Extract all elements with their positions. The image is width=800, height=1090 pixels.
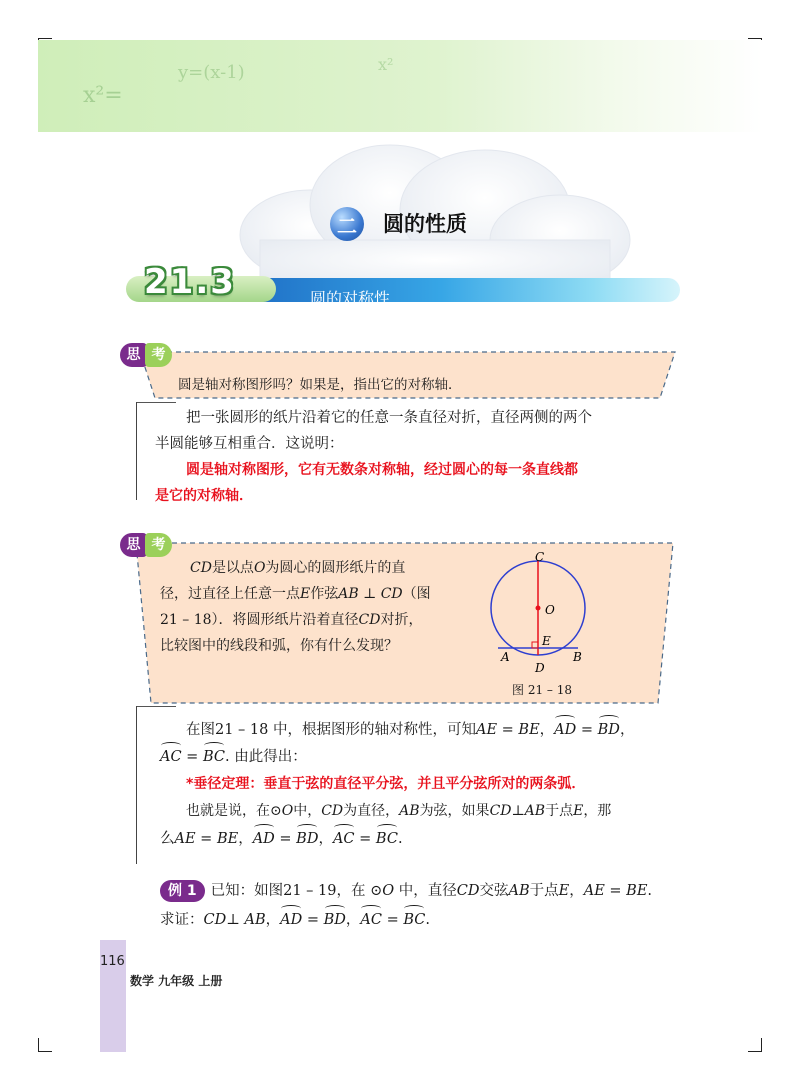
perp: ⊥ [226, 912, 245, 928]
text: . [397, 831, 403, 847]
equals: = [181, 749, 203, 765]
var-e: E [300, 586, 311, 602]
text: 径，过直径上任意一点 [160, 586, 300, 602]
label-e: E [542, 634, 551, 648]
equals: = [604, 883, 627, 899]
text: 于点 [545, 803, 574, 819]
perp: ⊥ [511, 803, 525, 819]
seg-be: BE [626, 883, 648, 899]
var-cd: CD [203, 912, 227, 928]
equals: = [195, 831, 217, 847]
text: 中，直径 [394, 883, 457, 899]
think-label-part1: 思 [120, 343, 147, 367]
example-badge: 例 1 [160, 880, 205, 902]
arc-bd: BD [324, 907, 346, 934]
var-ab: AB [524, 803, 546, 819]
answer-1-conclusion-line-1: 圆是轴对称图形，它有无数条对称轴，经过圆心的每一条直线都 [186, 462, 578, 478]
text: ， [619, 722, 635, 738]
var-ab: AB [399, 803, 420, 819]
banner-scribble-3: x² [378, 55, 394, 74]
var-o: O [382, 883, 395, 899]
text: . [425, 912, 430, 928]
arc-ac: AC [333, 826, 355, 853]
think-2-line-3 [160, 607, 422, 634]
equals: = [381, 912, 404, 928]
seg-ae: AE [583, 883, 605, 899]
seg-ae: AE [475, 722, 498, 738]
var-cd: CD [456, 883, 480, 899]
text: 21 – 18）．将圆形纸片沿着直径 [160, 612, 359, 628]
answer-2-line-2 [160, 744, 307, 771]
example-1-prove [160, 907, 430, 934]
arc-bc: BC [203, 744, 225, 771]
think-label-part2: 考 [145, 533, 172, 557]
var-cd: CD [321, 803, 344, 819]
var-ab: AB [508, 883, 530, 899]
text: ， [265, 912, 281, 928]
equals: = [497, 722, 519, 738]
text: 为直径， [343, 803, 400, 819]
answer-1-bracket [136, 402, 137, 500]
arc-ad: AD [253, 826, 275, 853]
answer-1-conclusion-line-2: 是它的对称轴． [155, 488, 253, 504]
page-number: 116 [100, 954, 125, 969]
var-e: E [558, 883, 570, 899]
var-cd: CD [190, 560, 212, 576]
answer-2-line-3 [186, 798, 611, 825]
text: 也就是说，在⊙ [186, 803, 282, 819]
think-2-line-4: 比较图中的线段和弧，你有什么发现？ [160, 638, 398, 654]
arc-ac: AC [160, 744, 182, 771]
crop-mark-bottom-right [748, 1038, 762, 1052]
text: 为圆心的圆形纸片的直 [265, 560, 406, 576]
lesson-header-bar [126, 262, 680, 306]
lesson-title: 圆的对称性 [310, 289, 391, 308]
label-o: O [545, 603, 555, 617]
banner-scribble-2: y=(x-1) [178, 62, 245, 83]
arc-ad: AD [280, 907, 302, 934]
think-label-1 [120, 343, 172, 367]
text: ， [345, 912, 361, 928]
seg-be: BE [518, 722, 540, 738]
equals: = [576, 722, 598, 738]
section-number-badge: 二 [330, 207, 364, 241]
figure-caption: 图 21 – 18 [512, 683, 572, 697]
text: ， [539, 722, 555, 738]
text: 中， [293, 803, 322, 819]
text: ，那 [583, 803, 612, 819]
text: 已知：如图21 – 19，在 ⊙ [210, 883, 383, 899]
right-angle-mark [532, 642, 538, 648]
text: （图 [402, 586, 431, 602]
arc-bc: BC [403, 907, 425, 934]
text: ， [238, 831, 253, 847]
arc-ac: AC [360, 907, 382, 934]
answer-2-line-4 [160, 826, 403, 853]
answer-2-bracket-top [136, 706, 176, 707]
text: ， [318, 831, 333, 847]
text: 么 [160, 831, 175, 847]
answer-1-line-2: 半圆能够互相重合．这说明： [155, 436, 344, 452]
text: 是以点 [211, 560, 254, 576]
answer-1-bracket-top [136, 402, 176, 403]
answer-2-line-1 [186, 717, 634, 744]
think-question-1: 圆是轴对称图形吗？如果是，指出它的对称轴． [178, 377, 462, 393]
figure-21-18 [485, 548, 595, 680]
arc-bd: BD [296, 826, 318, 853]
label-c: C [535, 550, 545, 564]
lesson-number: 21.3 [144, 262, 236, 302]
equals: = [302, 912, 324, 928]
var-o: O [281, 803, 294, 819]
var-cd: CD [358, 612, 381, 628]
var-cd: CD [489, 803, 512, 819]
var-ab: AB [244, 912, 266, 928]
text: 于点 [529, 883, 559, 899]
text: 为弦，如果 [419, 803, 490, 819]
arc-bd: BD [598, 717, 620, 744]
var-o: O [253, 560, 266, 576]
think-label-part1: 思 [120, 533, 147, 557]
equals: = [354, 831, 376, 847]
text: . [647, 883, 653, 899]
seg-ae: AE [174, 831, 196, 847]
text: 交弦 [479, 883, 509, 899]
crop-mark-bottom-left [38, 1038, 52, 1052]
equals: = [274, 831, 297, 847]
text: . 由此得出： [224, 749, 307, 765]
book-title: 数学 九年级 上册 [130, 974, 223, 988]
label-d: D [535, 661, 545, 675]
think-label-part2: 考 [145, 343, 172, 367]
text: 求证： [160, 912, 204, 928]
banner-scribble-1: x²= [83, 83, 123, 108]
theorem-perpendicular-diameter: *垂径定理：垂直于弦的直径平分弦，并且平分弦所对的两条弧． [186, 776, 586, 792]
center-point [536, 606, 541, 611]
answer-1-line-1: 把一张圆形的纸片沿着它的任意一条直径对折，直径两侧的两个 [186, 410, 592, 426]
think-2-line-1 [190, 555, 405, 582]
formula-ab-perp-cd: AB ⊥ CD [338, 586, 403, 602]
answer-2-bracket [136, 706, 137, 864]
think-label-2 [120, 533, 172, 557]
banner-scribbles [38, 40, 763, 132]
section-title: 圆的性质 [383, 212, 467, 236]
seg-be: BE [216, 831, 239, 847]
example-1-given [160, 878, 652, 905]
text: 在图21 – 18 中，根据图形的轴对称性，可知 [186, 722, 476, 738]
text: 作弦 [310, 586, 339, 602]
arc-ad: AD [554, 717, 576, 744]
label-b: B [573, 650, 582, 664]
arc-bc: BC [376, 826, 398, 853]
text: ， [569, 883, 584, 899]
text: 对折， [380, 612, 423, 628]
var-e: E [573, 803, 584, 819]
think-2-line-2 [160, 581, 431, 608]
label-a: A [501, 650, 510, 664]
